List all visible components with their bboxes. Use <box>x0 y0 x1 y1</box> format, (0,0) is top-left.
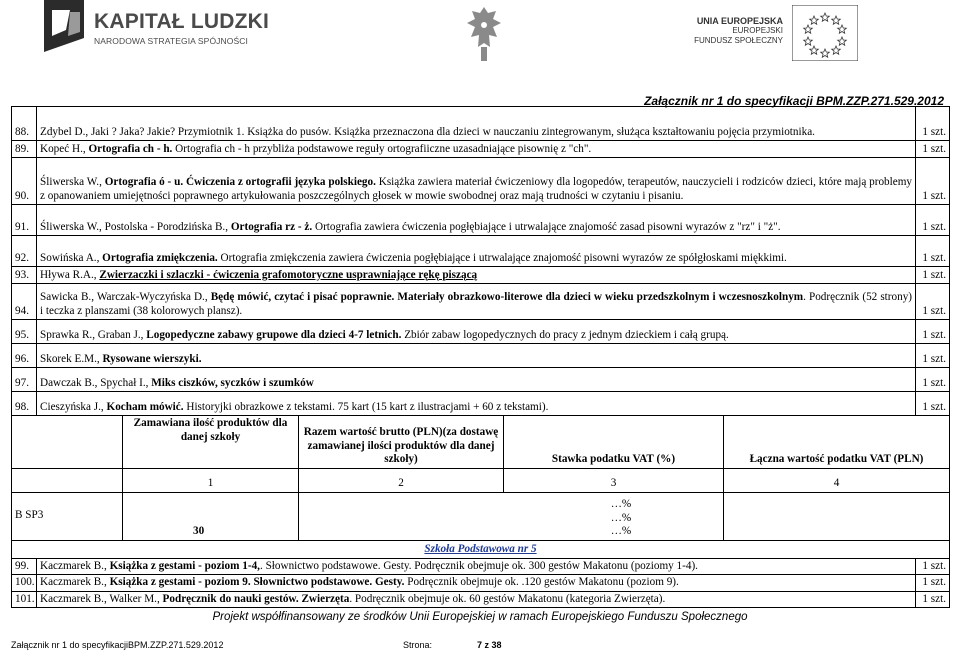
row-number: 100. <box>12 575 37 592</box>
row-description <box>37 575 916 592</box>
table-row <box>12 107 950 141</box>
kapital-ludzki-logo <box>30 0 270 60</box>
zalacznik-header: Załącznik nr 1 do specyfikacji BPM.ZZP.271.529.2012 <box>644 94 944 108</box>
row-title: Zwierzaczki i szlaczki - ćwiczenia grafomotoryczne usprawniające rękę piszącą <box>99 268 478 281</box>
row-author: Kopeć H., <box>40 142 89 155</box>
table-row <box>12 236 950 267</box>
table-row <box>12 392 950 416</box>
summary-values-row <box>12 492 950 540</box>
row-note: . Słownictwo podstawowe. Gesty. Podręcznik obejmuje ok. 300 gestów Makatonu (poziomy 1-4). <box>259 559 698 572</box>
row-description <box>37 267 916 284</box>
school-row <box>12 540 950 558</box>
row-number: 89. <box>12 141 37 158</box>
row-note: . Podręcznik (52 strony) i teczka z planszami (38 kolorowych plansz). <box>40 291 913 317</box>
row-number: 93. <box>12 267 37 284</box>
summary-qty-value: 30 <box>123 492 299 540</box>
row-title: Książka z gestami - poziom 1-4, <box>109 559 260 572</box>
footer-zalacznik: Załącznik nr 1 do specyfikacjiBPM.ZZP.271.529.2012 <box>11 640 224 650</box>
summary-col-1: 1 <box>123 468 299 492</box>
row-quantity: 1 szt. <box>916 320 950 344</box>
row-description <box>37 158 916 205</box>
school-name: Szkoła Podstawowa nr 5 <box>12 540 950 558</box>
row-author: Dawczak B., Spychał I., <box>40 376 152 389</box>
summary-qty-header: Zamawiana ilość produktów dla danej szkoły <box>123 416 299 469</box>
kl-title: KAPITAŁ LUDZKI <box>94 10 270 33</box>
eu-flag-icon <box>792 5 858 61</box>
summary-col-2: 2 <box>299 468 504 492</box>
row-number: 88. <box>12 107 37 141</box>
row-title: Ortografia rz - ż. <box>230 220 313 233</box>
row-description <box>37 344 916 368</box>
row-title: Kocham mówić. <box>106 400 184 413</box>
table-row <box>12 284 950 320</box>
footer-page-number: 7 z 38 <box>477 640 502 650</box>
table-row <box>12 267 950 284</box>
table-row <box>12 558 950 575</box>
row-description <box>37 558 916 575</box>
row-description <box>37 284 916 320</box>
summary-col-4: 4 <box>724 468 950 492</box>
row-number: 97. <box>12 368 37 392</box>
row-quantity: 1 szt. <box>916 591 950 608</box>
row-description <box>37 368 916 392</box>
row-quantity: 1 szt. <box>916 558 950 575</box>
row-quantity: 1 szt. <box>916 158 950 205</box>
row-number: 98. <box>12 392 37 416</box>
row-quantity: 1 szt. <box>916 267 950 284</box>
row-number: 94. <box>12 284 37 320</box>
row-quantity: 1 szt. <box>916 141 950 158</box>
row-quantity: 1 szt. <box>916 236 950 267</box>
row-description <box>37 141 916 158</box>
row-title: Rysowane wierszyki. <box>102 352 202 365</box>
row-quantity: 1 szt. <box>916 392 950 416</box>
row-description <box>37 320 916 344</box>
row-number: 90. <box>12 158 37 205</box>
eagle-emblem-icon <box>463 3 505 65</box>
row-note: Zbiór zabaw logopedycznych do pracy z jednym dzieckiem i całą grupą. <box>401 328 729 341</box>
row-quantity: 1 szt. <box>916 344 950 368</box>
table-row <box>12 368 950 392</box>
table-row <box>12 591 950 608</box>
summary-spacer <box>12 416 123 469</box>
row-note: . Podręcznik obejmuje ok. 60 gestów Makatonu (kategoria Zwierzęta). <box>349 592 666 605</box>
percent-1: …% <box>610 498 632 510</box>
eu-line1: UNIA EUROPEJSKA <box>696 16 783 26</box>
summary-col-3: 3 <box>504 468 724 492</box>
summary-spacer <box>12 468 123 492</box>
row-author: Skorek E.M., <box>40 352 103 365</box>
summary-value-header: Razem wartość brutto (PLN)(za dostawę zamawianej ilości produktów dla danej szkoły) <box>299 416 504 469</box>
row-title: Ortografia ó - u. Ćwiczenia z ortografii języka polskiego. <box>104 176 376 188</box>
row-number: 95. <box>12 320 37 344</box>
row-number: 96. <box>12 344 37 368</box>
row-number: 99. <box>12 558 37 575</box>
row-note: Książka zawiera materiał ćwiczeniowy dla logopedów, terapeutów, nauczycieli i rodziców dzieci, które mają problemy z opanowaniem umiejętności poprawnego artykułowania poszczególnych głosek w mowie swobodnej oraz mają trudności w czytaniu i pisaniu. <box>40 176 913 202</box>
row-number: 92. <box>12 236 37 267</box>
row-note: Historyjki obrazkowe z tekstami. 75 kart (15 kart z ilustracjami + 60 z tekstami). <box>183 400 549 413</box>
row-title: Ortografia zmiękczenia. <box>102 251 218 264</box>
row-author: Śliwerska W., <box>40 176 105 188</box>
row-note: Ortografia ch - h przybliża podstawowe reguły ortografiiczne uzasadniające pisownię z "ch". <box>172 142 592 155</box>
summary-vat-header: Stawka podatku VAT (%) <box>504 416 724 469</box>
table-row <box>12 575 950 592</box>
eu-label <box>670 16 783 46</box>
kapital-ludzki-mark-icon <box>40 0 88 52</box>
row-quantity: 1 szt. <box>916 284 950 320</box>
row-description <box>37 205 916 236</box>
row-author: Sawicka B., Warczak-Wyczyńska D., <box>40 291 211 303</box>
table-row <box>12 205 950 236</box>
summary-percent-cell <box>299 492 724 540</box>
row-note: Podręcznik obejmuje ok. .120 gestów Makatonu (poziom 9). <box>404 576 679 588</box>
row-description <box>37 591 916 608</box>
page-header <box>0 0 960 108</box>
row-title: Książka z gestami - poziom 9. Słownictwo podstawowe. Gesty. <box>109 576 405 588</box>
eu-line2: EUROPEJSKI <box>732 26 783 35</box>
row-note: Ortografia zawiera ćwiczenia pogłębiające i utrwalające znajomość zasad pisowni wyrazów z "rz" i "ż". <box>312 220 781 233</box>
products-table <box>11 106 950 608</box>
row-author: Kaczmarek B., Walker M., <box>40 592 163 605</box>
table-row <box>12 158 950 205</box>
kl-subtitle: NARODOWA STRATEGIA SPÓJNOŚCI <box>94 36 248 46</box>
row-number: 91. <box>12 205 37 236</box>
row-author: Śliwerska W., Postolska - Porodzińska B., <box>40 220 231 233</box>
row-quantity: 1 szt. <box>916 368 950 392</box>
table-row <box>12 320 950 344</box>
summary-header-row <box>12 416 950 469</box>
row-author: Hływa R.A., <box>40 268 100 281</box>
row-title: Ortografia ch - h. <box>88 142 173 155</box>
school-code: B SP3 <box>12 492 123 540</box>
row-author: Sprawka R., Graban J., <box>40 328 147 341</box>
row-number: 101. <box>12 591 37 608</box>
row-title: Będę mówić, czytać i pisać poprawnie. Materiały obrazkowo-literowe dla dzieci w wieku przedszkolnym i wczesnoszkolnym <box>210 291 804 303</box>
project-footer: Projekt współfinansowany ze środków Unii Europejskiej w ramach Europejskiego Funduszu Społecznego <box>212 611 748 623</box>
row-author: Kaczmarek B., <box>40 576 110 588</box>
percent-3: …% <box>610 525 632 537</box>
row-quantity: 1 szt. <box>916 575 950 592</box>
row-note: Ortografia zmiękczenia zawiera ćwiczenia pogłębiające i utrwalające znajomość pisowni wyrazów ze spółgłoskami miękkimi. <box>217 251 787 264</box>
summary-total-header: Łączna wartość podatku VAT (PLN) <box>724 416 950 469</box>
row-title: Logopedyczne zabawy grupowe dla dzieci 4-7 letnich. <box>146 328 402 341</box>
summary-empty <box>724 492 950 540</box>
row-author: Kaczmarek B., <box>40 559 110 572</box>
row-quantity: 1 szt. <box>916 107 950 141</box>
row-description <box>37 392 916 416</box>
table-row <box>12 344 950 368</box>
table-row <box>12 141 950 158</box>
row-title: Podręcznik do nauki gestów. Zwierzęta <box>162 592 350 605</box>
summary-numbers-row <box>12 468 950 492</box>
eu-line3: FUNDUSZ SPOŁECZNY <box>694 36 783 45</box>
row-description <box>37 236 916 267</box>
footer-page-label: Strona: <box>403 640 433 650</box>
row-quantity: 1 szt. <box>916 205 950 236</box>
row-author: Cieszyńska J., <box>40 400 107 413</box>
row-title: Miks ciszków, syczków i szumków <box>151 376 314 389</box>
row-author: Sowińska A., <box>40 251 103 264</box>
row-description: Zdybel D., Jaki ? Jaka? Jakie? Przymiotnik 1. Książka do pusów. Książka przeznaczona dla dzieci w nauczaniu zintegrowanym, służąca kształtowaniu pojęcia przymiotnika. <box>37 107 916 141</box>
percent-2: …% <box>610 511 632 524</box>
